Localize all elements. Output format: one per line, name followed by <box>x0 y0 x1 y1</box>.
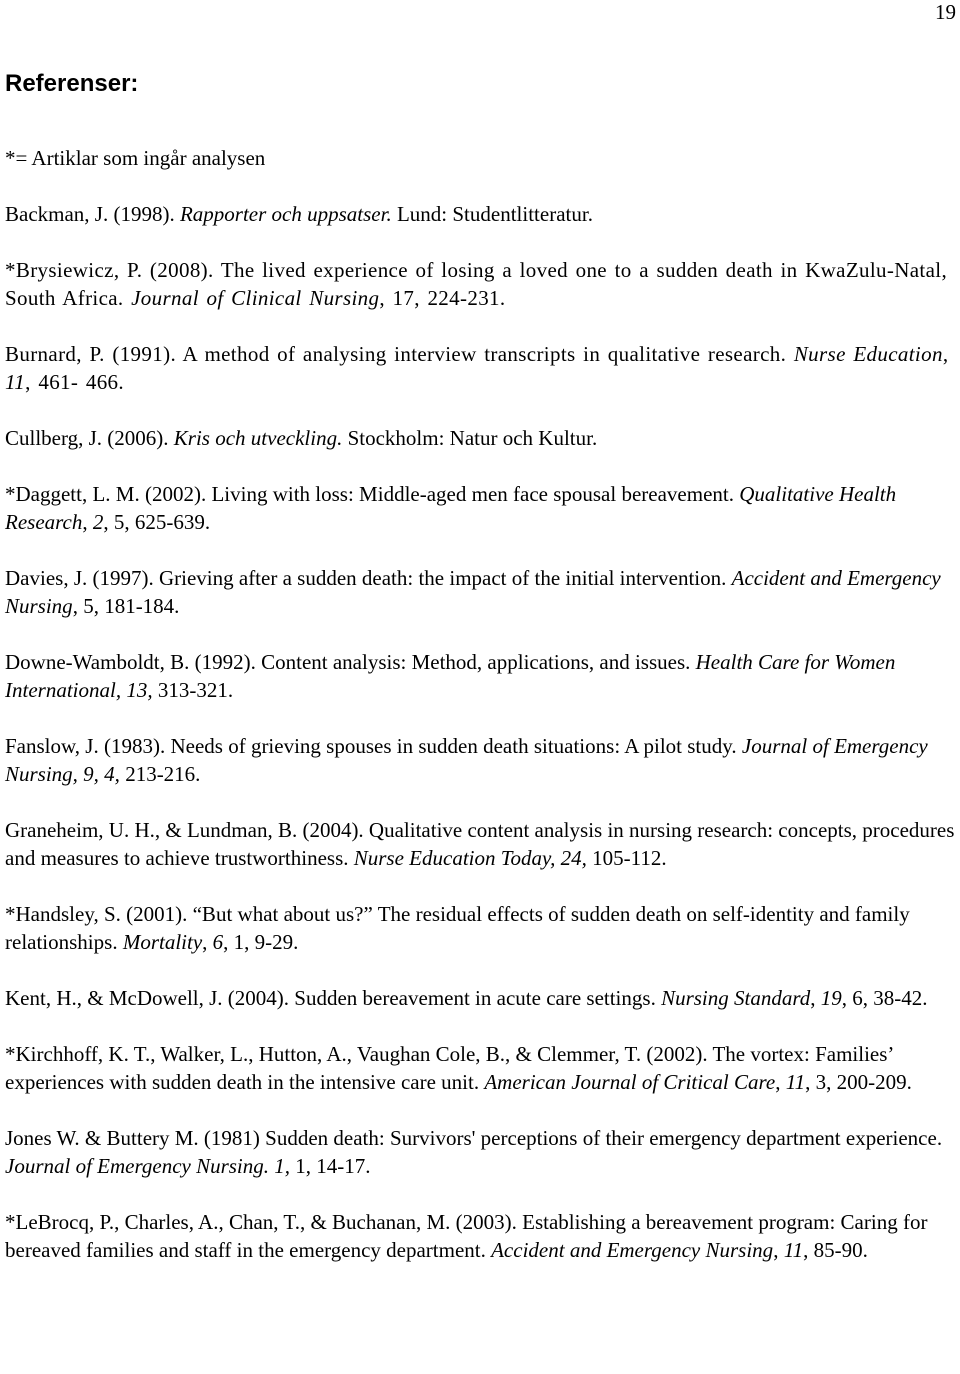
reference-text: Downe-Wamboldt, B. (1992). Content analysis: Method, applications, and issues. <box>5 650 696 674</box>
reference-entry <box>5 648 955 704</box>
reference-entry <box>5 564 955 620</box>
reference-text: Backman, J. (1998). <box>5 202 180 226</box>
reference-text: , 17, 224-231. <box>379 286 506 310</box>
page-number: 19 <box>935 0 956 24</box>
reference-title-italic: Kris och utveckling. <box>173 426 343 450</box>
reference-entry <box>5 340 955 396</box>
page-heading: Referenser: <box>5 70 139 97</box>
reference-title-italic: 6 <box>212 930 224 954</box>
reference-text: Fanslow, J. (1983). Needs of grieving spouses in sudden death situations: A pilot study. <box>5 734 742 758</box>
reference-text: , 461- 466. <box>25 370 124 394</box>
reference-text: , <box>773 1238 784 1262</box>
reference-title-italic: Nurse Education Today, 24, <box>353 846 587 870</box>
reference-entry <box>5 732 955 788</box>
reference-title-italic: Journal of Emergency Nursing. 1, <box>5 1154 291 1178</box>
reference-title-italic: 11 <box>5 370 26 394</box>
reference-title-italic: 11 <box>783 1238 804 1262</box>
reference-title-italic: Nurse Education <box>793 342 943 366</box>
legend-note: *= Artiklar som ingår analysen <box>5 146 266 170</box>
reference-text: , 5, 625-639. <box>103 510 211 534</box>
reference-entry <box>5 900 955 956</box>
reference-text: *Handsley, S. (2001). “But what about us?” The residual effects of sudden death on self-identity and family relationships. <box>5 902 910 954</box>
reference-title-italic: Health Care for Women International, 13, <box>5 650 896 702</box>
reference-text: 105-112. <box>586 846 667 870</box>
reference-title-italic: Nursing Standard <box>661 986 811 1010</box>
reference-entry <box>5 480 955 536</box>
reference-entry <box>5 200 955 228</box>
reference-text: *LeBrocq, P., Charles, A., Chan, T., & Buchanan, M. (2003). Establishing a bereavement program: Caring for bereaved families and staff in the emergency department. <box>5 1210 928 1262</box>
reference-text: Lund: Studentlitteratur. <box>391 202 593 226</box>
reference-title-italic: Accident and Emergency Nursing <box>5 566 941 618</box>
reference-title-italic: Journal of Emergency Nursing, 9, 4, <box>5 734 928 786</box>
reference-text: *Daggett, L. M. (2002). Living with loss: Middle-aged men face spousal bereavement. <box>5 482 740 506</box>
reference-title-italic: Mortality <box>122 930 203 954</box>
reference-entry <box>5 424 955 452</box>
reference-text: , <box>202 930 213 954</box>
reference-text: Jones W. & Buttery M. (1981) Sudden death: Survivors' perceptions of their emergency department experience. <box>5 1126 943 1150</box>
reference-text: Kent, H., & McDowell, J. (2004). Sudden bereavement in acute care settings. <box>5 986 662 1010</box>
reference-text: 313-321. <box>152 678 234 702</box>
reference-text: , 5, 181-184. <box>72 594 180 618</box>
reference-title-italic: 11 <box>785 1070 806 1094</box>
reference-text: , 85-90. <box>803 1238 868 1262</box>
reference-text: , <box>810 986 821 1010</box>
reference-title-italic: Rapporter och uppsatser. <box>179 202 392 226</box>
reference-text: , <box>775 1070 786 1094</box>
reference-text: Burnard, P. (1991). A method of analysing interview transcripts in qualitative research. <box>5 342 794 366</box>
reference-title-italic: American Journal of Critical Care <box>484 1070 776 1094</box>
reference-title-italic: Journal of Clinical Nursing <box>131 286 380 310</box>
reference-text: Cullberg, J. (2006). <box>5 426 174 450</box>
reference-entry <box>5 1124 955 1180</box>
reference-text: 213-216. <box>119 762 201 786</box>
reference-title-italic: Accident and Emergency Nursing <box>491 1238 774 1262</box>
reference-text: Davies, J. (1997). Grieving after a sudden death: the impact of the initial intervention. <box>5 566 732 590</box>
reference-text: Stockholm: Natur och Kultur. <box>342 426 598 450</box>
reference-text: 1, 14-17. <box>290 1154 371 1178</box>
reference-list <box>5 200 955 1292</box>
reference-text: , 3, 200-209. <box>805 1070 912 1094</box>
reference-entry <box>5 1040 955 1096</box>
reference-text: , 1, 9-29. <box>223 930 299 954</box>
reference-entry <box>5 1208 955 1264</box>
reference-title-italic: 19 <box>820 986 842 1010</box>
reference-text: , <box>942 342 949 366</box>
reference-text: *Brysiewicz, P. (2008). The lived experience of losing a loved one to a sudden death in KwaZulu-Natal, South Africa. <box>5 258 948 310</box>
reference-text: Graneheim, U. H., & Lundman, B. (2004). Qualitative content analysis in nursing research: concepts, procedures and measures to achieve trustworthiness. <box>5 818 955 870</box>
reference-text: , <box>82 510 93 534</box>
reference-text: , 6, 38-42. <box>841 986 928 1010</box>
reference-text: *Kirchhoff, K. T., Walker, L., Hutton, A., Vaughan Cole, B., & Clemmer, T. (2002). The vortex: Families’ experiences with sudden death in the intensive care unit. <box>5 1042 893 1094</box>
reference-title-italic: 2 <box>92 510 104 534</box>
reference-entry <box>5 256 955 312</box>
reference-entry <box>5 984 955 1012</box>
reference-entry <box>5 816 955 872</box>
reference-title-italic: Qualitative Health Research <box>5 482 897 534</box>
